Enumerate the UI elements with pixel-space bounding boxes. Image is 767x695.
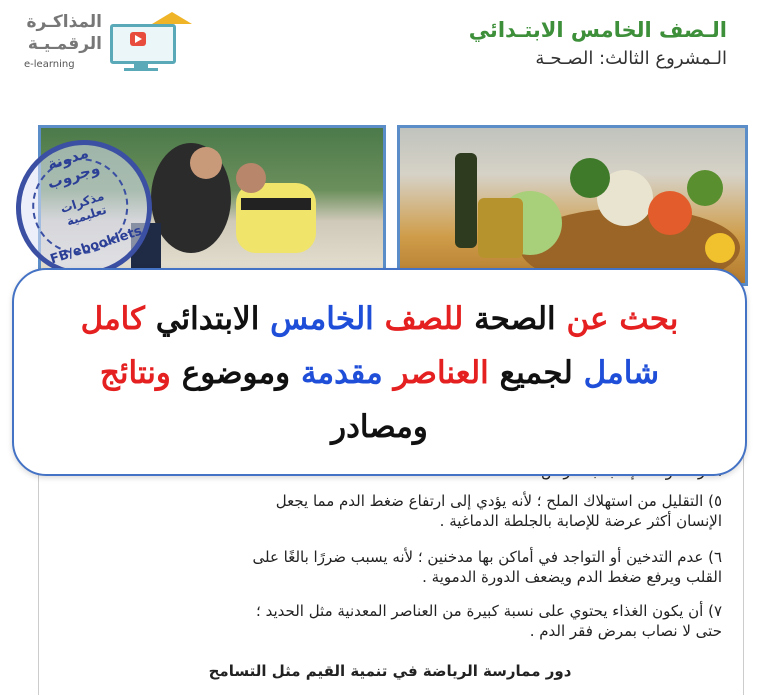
body-line-item6a: ٦) عدم التدخين أو التواجد في أماكن بها مدخنين ؛ لأنه يسبب ضررًا بالغًا على (252, 548, 722, 566)
title-callout (12, 268, 747, 476)
callout-title (44, 292, 715, 454)
callout-word: كامل (80, 301, 145, 337)
callout-word: وموضوع (181, 355, 291, 391)
stamp-text-top: مدونة وجروب (45, 143, 102, 193)
body-line-item5b: الإنسان أكثر عرضة للإصابة بالجلطة الدماغية . (439, 512, 722, 530)
callout-word: مقدمة (300, 355, 383, 391)
stamp-text-bottom: FB/ebooklets (48, 223, 144, 268)
healthy-food-photo (397, 125, 748, 286)
callout-word: ومصادر (331, 409, 428, 445)
project-subtitle: الـمشروع الثالث: الصـحـة (535, 48, 727, 69)
logo-subtitle: e-learning (24, 59, 75, 70)
callout-word: الخامس (270, 301, 374, 337)
section-heading: دور ممارسة الرياضة في تنمية القيم مثل التسامح (208, 662, 572, 680)
grade-title: الـصف الخامس الابتـدائي (468, 18, 727, 42)
body-line-item6b: القلب ويرفع ضغط الدم ويضعف الدورة الدموية . (422, 568, 722, 586)
callout-word: الصحة (474, 301, 556, 337)
callout-word: العناصر (393, 355, 489, 391)
logo-line-2: الرقمـيـة (27, 34, 102, 54)
food-basket-illustration (400, 128, 745, 283)
callout-word: بحث عن (566, 301, 679, 337)
monitor-base (124, 68, 158, 71)
e-learning-logo (24, 12, 204, 72)
callout-word: لجميع (499, 355, 573, 391)
logo-line-1: المذاكـرة (26, 12, 102, 32)
body-line-item7a: ٧) أن يكون الغذاء يحتوي على نسبة كبيرة من العناصر المعدنية مثل الحديد ؛ (256, 602, 722, 620)
stamp-text-middle: مذكرات تعليمية (58, 188, 109, 229)
body-line-item7b: حتى لا نصاب بمرض فقر الدم . (529, 622, 722, 640)
callout-word: ونتائج (99, 355, 171, 391)
play-icon (130, 32, 146, 46)
callout-word: شامل (583, 355, 660, 391)
body-line-item5a: ٥) التقليل من استهلاك الملح ؛ لأنه يؤدي إلى ارتفاع ضغط الدم مما يجعل (275, 492, 722, 510)
graduation-cap-icon (152, 12, 192, 24)
callout-word: للصف (384, 301, 464, 337)
callout-word: الابتدائي (155, 301, 260, 337)
